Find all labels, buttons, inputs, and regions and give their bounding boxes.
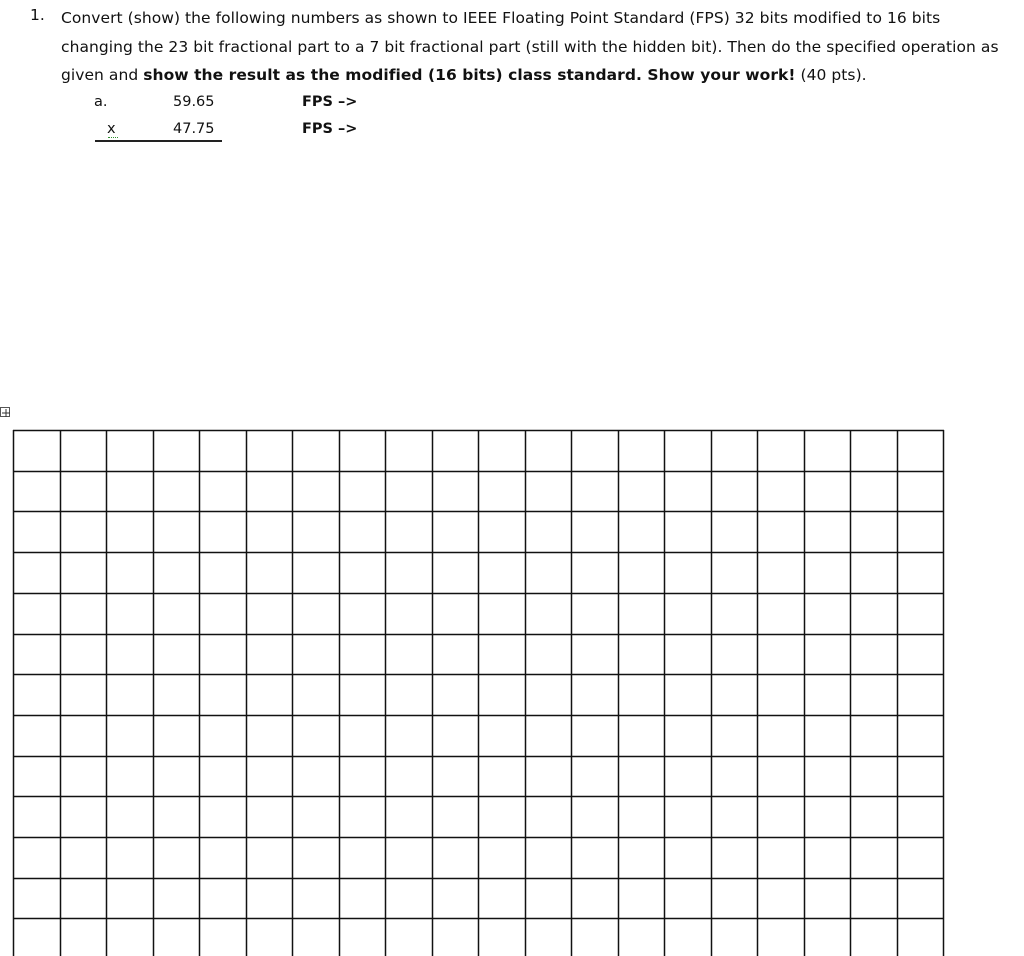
- operator-mark: x: [107, 121, 116, 137]
- operand-1: 59.65: [173, 94, 215, 110]
- question-text-bold: show the result as the modified (16 bits) class standard. Show your work!: [143, 66, 796, 84]
- question-number: 1.: [30, 6, 45, 24]
- fps-label-2: FPS –>: [302, 121, 358, 137]
- operand-2: 47.75: [173, 121, 215, 137]
- sub-question-label: a.: [94, 94, 108, 110]
- fps-label-1: FPS –>: [302, 94, 358, 110]
- question-text-points: (40 pts).: [795, 66, 867, 84]
- question-text-intro: Convert (show) the following numbers as shown to IEEE Floating Point Standard (FPS) 32 bits modified to 16 bits changing the 23 bit fractional part to a 7 bit fractional part (still with the hidden bit). Then do the specified operation as given and: [61, 9, 999, 84]
